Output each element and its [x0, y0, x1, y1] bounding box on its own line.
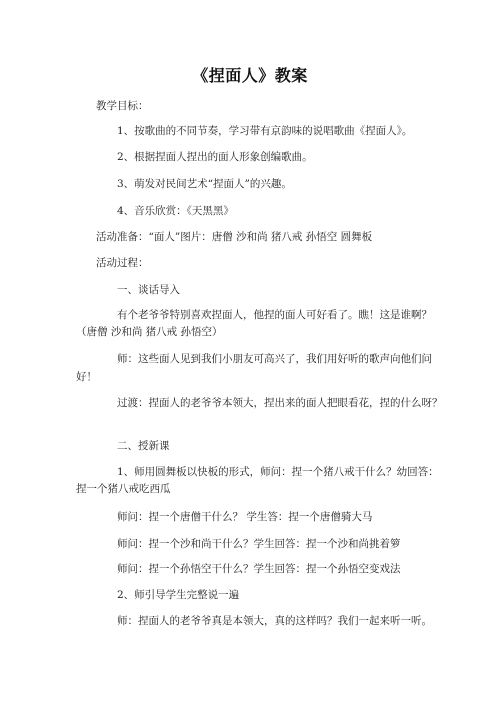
paragraph-line: 师问：捏一个沙和尚干什么？学生回答：捏一个沙和尚挑着箩: [117, 538, 401, 550]
paragraph-line: （唐僧 沙和尚 猪八戒 孙悟空）: [76, 326, 223, 338]
paragraph-line: 师：这些面人见到我们小朋友可高兴了，我们用好听的歌声向他们问: [117, 353, 432, 365]
objectives-heading: 教学目标：: [96, 100, 149, 112]
paragraph-line: 2、师引导学生完整说一遍: [117, 589, 240, 601]
paragraph-line: 捏一个猪八戒吃西瓜: [76, 483, 171, 495]
objective-item: 4、音乐欣赏：《天黑黑》: [117, 205, 234, 217]
objective-item: 2、根据捏面人捏出的面人形象创编歌曲。: [117, 151, 313, 163]
paragraph-line: 师问：捏一个唐僧干什么？ 学生答：捏一个唐僧骑大马: [117, 511, 373, 523]
paragraph-line: 1、师用圆舞板以快板的形式，师问：捏一个猪八戒干什么？幼回答：: [117, 466, 439, 478]
paragraph-line: 师问：捏一个孙悟空干什么？学生回答：捏一个孙悟空变戏法: [117, 563, 401, 575]
document-title: 《捏面人》教案: [192, 66, 308, 85]
objective-item: 3、萌发对民间艺术“捏面人”的兴趣。: [117, 178, 292, 190]
paragraph-line: 有个老爷爷特别喜欢捏面人，他捏的面人可好看了。瞧！这是谁啊？: [117, 309, 432, 321]
preparation-line: 活动准备：“面人”图片：唐僧 沙和尚 猪八戒 孙悟空 圆舞板: [96, 231, 373, 243]
paragraph-line: 过渡：捏面人的老爷爷本领大，捏出来的面人把眼看花，捏的什么呀？: [117, 397, 443, 409]
paragraph-line: 师：捏面人的老爷爷真是本领大，真的这样吗？我们一起来听一听。: [117, 615, 432, 627]
section-heading: 一、谈话导入: [117, 284, 180, 296]
objective-item: 1、按歌曲的不同节奏，学习带有京韵味的说唱歌曲《捏面人》。: [117, 125, 413, 137]
section-heading: 二、授新课: [117, 440, 170, 452]
process-heading: 活动过程：: [96, 257, 149, 269]
paragraph-line: 好！: [76, 371, 97, 383]
